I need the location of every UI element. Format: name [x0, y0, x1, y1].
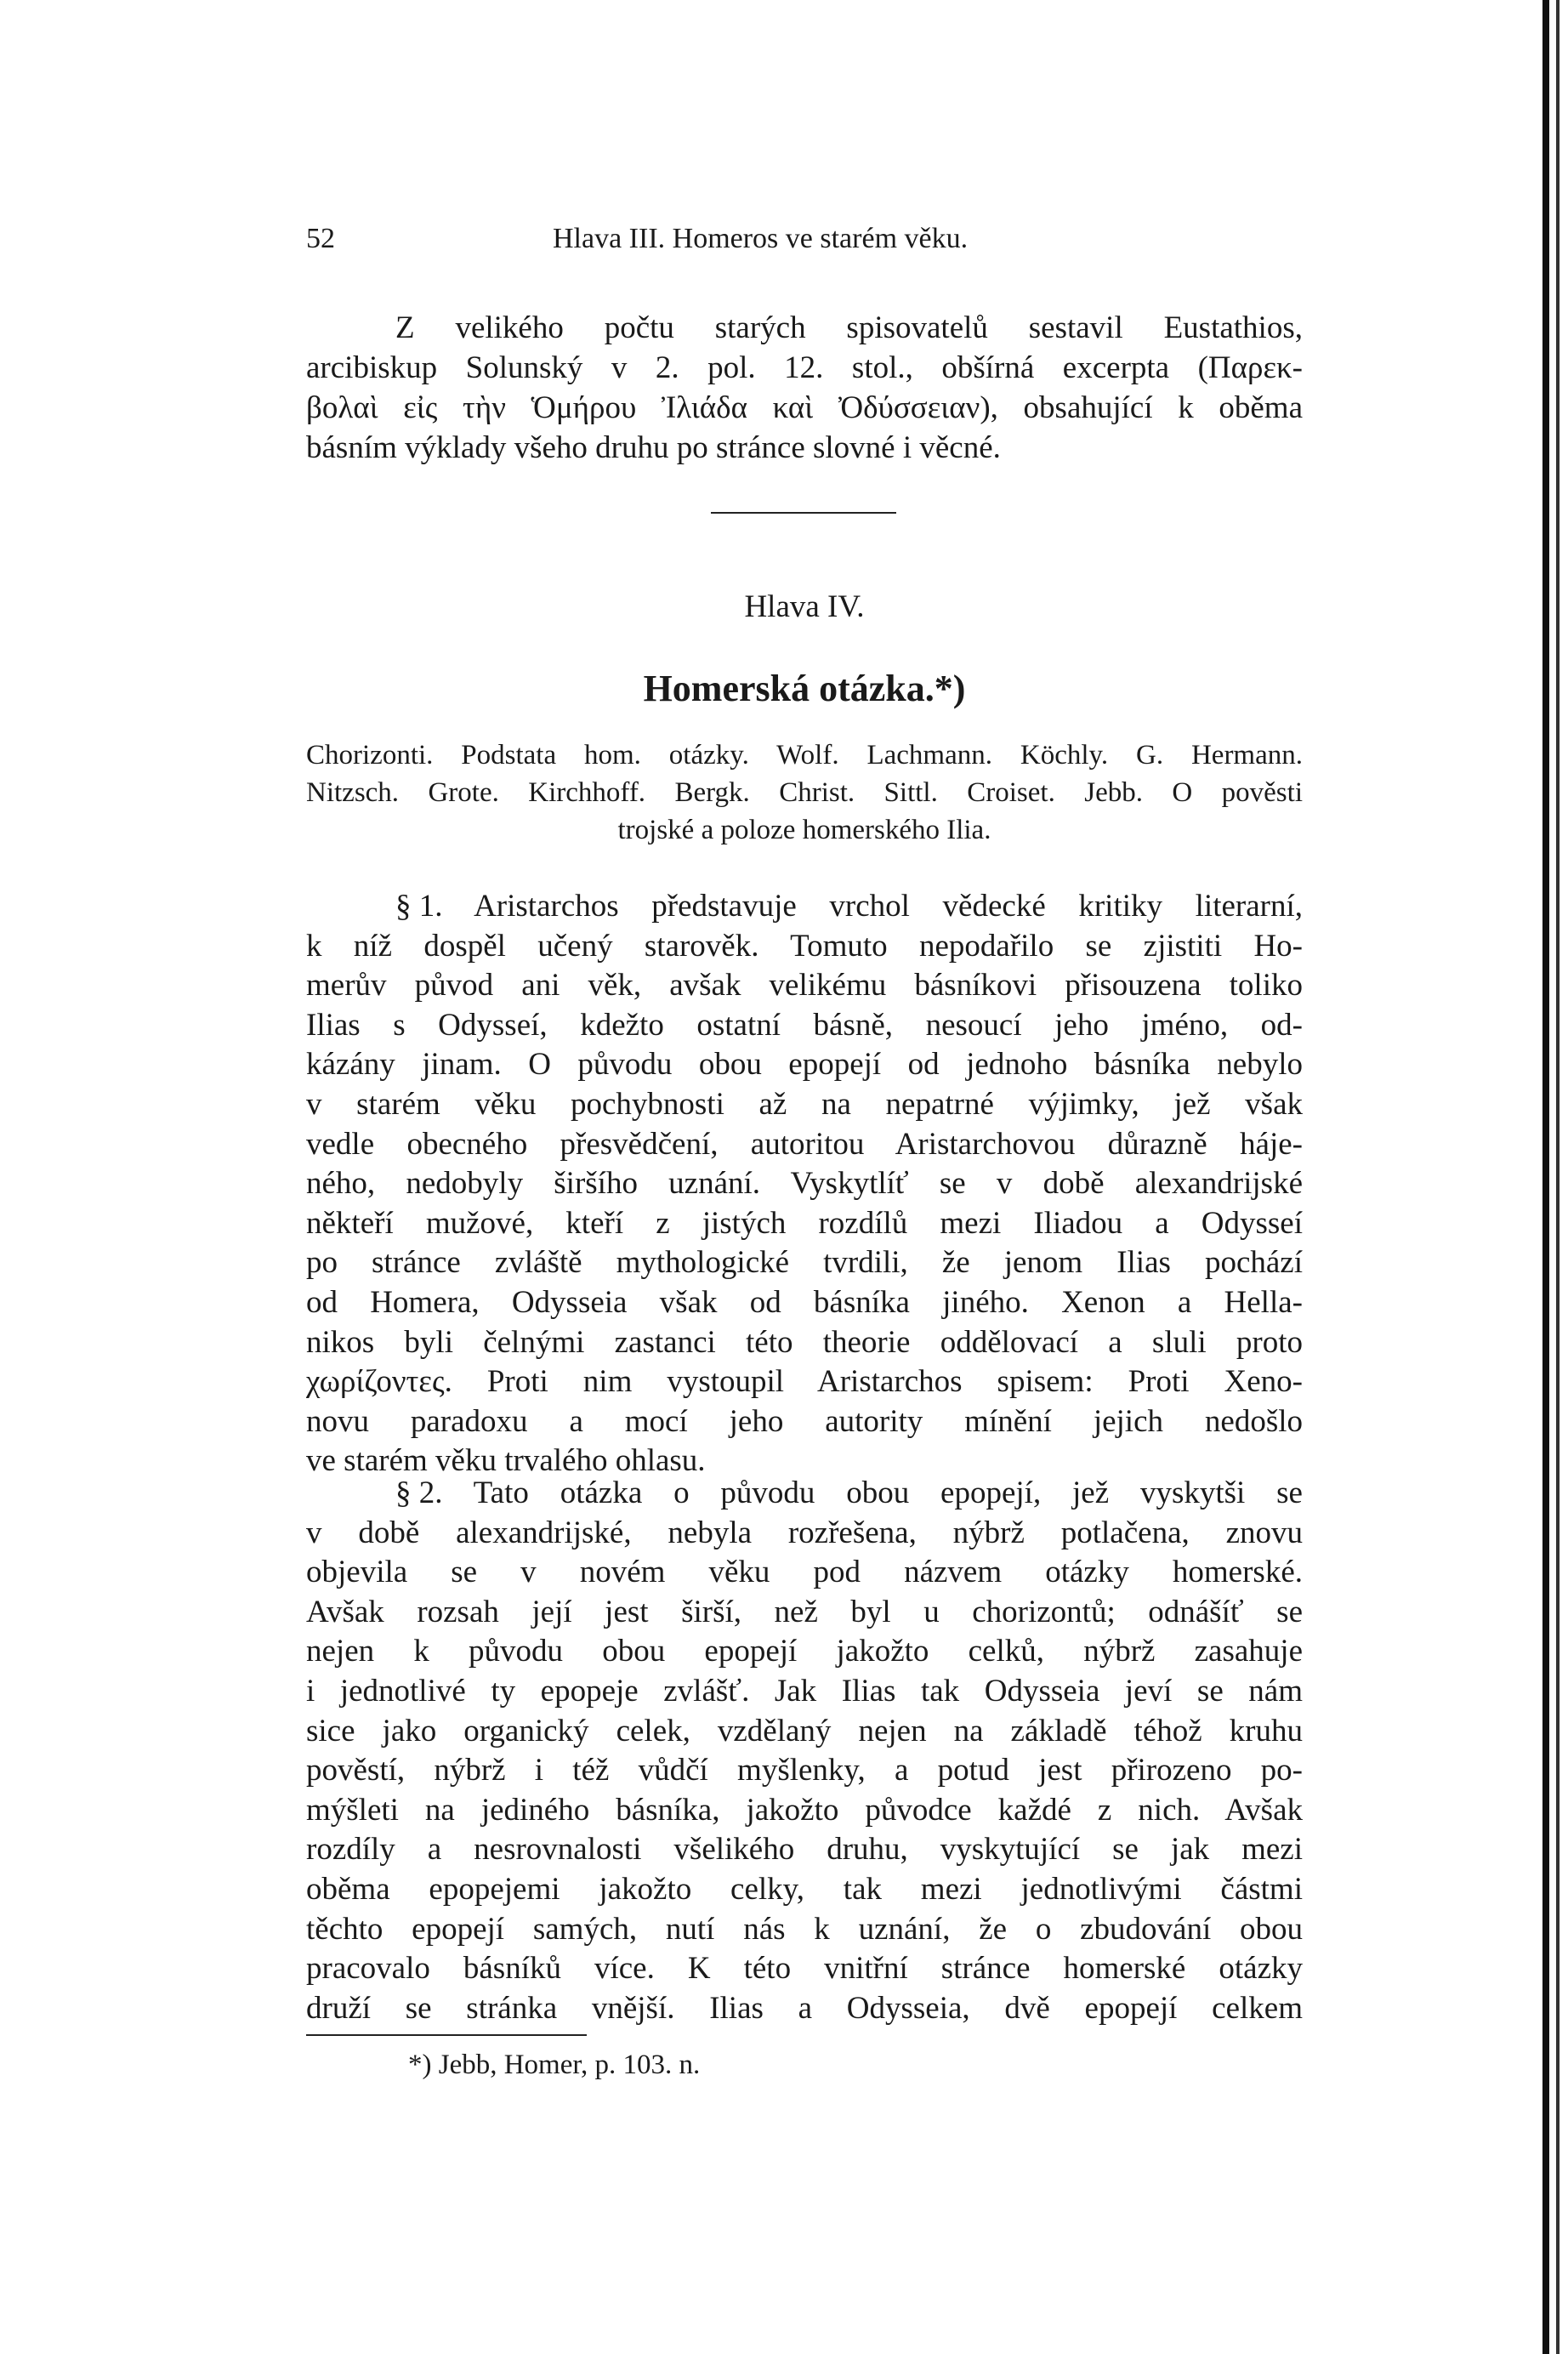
- section-line: oběma epopejemi jakožto celky, tak mezi jednotlivými částmi: [306, 1871, 1303, 1907]
- section-line: k níž dospěl učený starověk. Tomuto nepodařilo se zjistiti Ho-: [306, 928, 1303, 964]
- section-line: merův původ ani věk, avšak velikému básníkovi přisouzena toliko: [306, 968, 1303, 1004]
- section-line: v starém věku pochybnosti až na nepatrné výjimky, jež však: [306, 1086, 1303, 1122]
- section-line: χωρίζοντες. Proti nim vystoupil Aristarchos spisem: Proti Xeno-: [306, 1364, 1303, 1400]
- intro-line: βολαὶ εἰς τὴν Ὁμήρου Ἰλιάδα καὶ Ὀδύσσειαν), obsahující k oběma: [306, 390, 1303, 425]
- section-line: nikos byli čelnými zastanci této theorie oddělovací a sluli proto: [306, 1324, 1303, 1360]
- section-line: od Homera, Odysseia však od básníka jiného. Xenon a Hella-: [306, 1284, 1303, 1320]
- section-line: Avšak rozsah její jest širší, než byl u chorizontů; odnášíť se: [306, 1594, 1303, 1629]
- section-line: vedle obecného přesvědčení, autoritou Aristarchovou důrazně háje-: [306, 1126, 1303, 1162]
- section-line: pracovalo básníků více. K této vnitřní stránce homerské otázky: [306, 1951, 1303, 1987]
- summary-line: trojské a poloze homerského Ilia.: [617, 815, 991, 845]
- footnote: *) Jebb, Homer, p. 103. n.: [408, 2050, 701, 2080]
- page-edge: [1534, 0, 1568, 2354]
- intro-line: arcibiskup Solunský v 2. pol. 12. stol., obšírná excerpta (Παρεκ-: [306, 350, 1303, 385]
- running-title: Hlava III. Homeros ve starém věku.: [553, 223, 969, 254]
- intro-line: básním výklady všeho druhu po stránce slovné i věcné.: [306, 430, 1001, 465]
- section-line: ného, nedobyly širšího uznání. Vyskytlíť se v době alexandrijské: [306, 1166, 1303, 1202]
- intro-line: Z velikého počtu starých spisovatelů sestavil Eustathios,: [395, 310, 1303, 345]
- section-1: [306, 887, 1303, 1481]
- section-line: [306, 887, 1303, 927]
- summary-line: Chorizonti. Podstata hom. otázky. Wolf. Lachmann. Köchly. G. Hermann.: [306, 740, 1303, 770]
- section-divider: [711, 512, 896, 514]
- chapter-summary: [306, 736, 1303, 849]
- section-line: novu paradoxu a mocí jeho autority mínění jejich nedošlo: [306, 1403, 1303, 1439]
- section-line: Ilias s Odysseí, kdežto ostatní básně, nesoucí jeho jméno, od-: [306, 1007, 1303, 1043]
- section-mark: § 1.: [395, 889, 443, 924]
- section-line: mýšleti na jediného básníka, jakožto původce každé z nich. Avšak: [306, 1792, 1303, 1828]
- section-line: kázány jinam. O původu obou epopejí od jednoho básníka nebylo: [306, 1047, 1303, 1083]
- section-line: [306, 1474, 1303, 1514]
- section-line: v době alexandrijské, nebyla rozřešena, nýbrž potlačena, znovu: [306, 1515, 1303, 1550]
- section-text: Aristarchos představuje vrchol vědecké kritiky literarní,: [474, 889, 1303, 924]
- section-mark: § 2.: [395, 1476, 443, 1510]
- section-line: rozdíly a nesrovnalosti všelikého druhu, vyskytující se jak mezi: [306, 1832, 1303, 1868]
- section-2: [306, 1474, 1303, 2028]
- chapter-title: Homerská otázka.*): [643, 668, 966, 709]
- section-line: nejen k původu obou epopejí jakožto celků, nýbrž zasahuje: [306, 1634, 1303, 1669]
- section-line: pověstí, nýbrž i též vůdčí myšlenky, a potud jest přirozeno po-: [306, 1753, 1303, 1788]
- section-line: někteří mužové, kteří z jistých rozdílů mezi Iliadou a Odysseí: [306, 1205, 1303, 1241]
- section-line: ve starém věku trvalého ohlasu.: [306, 1443, 706, 1479]
- section-text: Tato otázka o původu obou epopejí, jež vyskytši se: [473, 1476, 1303, 1510]
- footnote-rule: [306, 2034, 587, 2036]
- section-line: i jednotlivé ty epopeje zvlášť. Jak Ilias tak Odysseia jeví se nám: [306, 1673, 1303, 1709]
- chapter-label: Hlava IV.: [744, 589, 865, 624]
- summary-line: Nitzsch. Grote. Kirchhoff. Bergk. Christ. Sittl. Croiset. Jebb. O pověsti: [306, 777, 1303, 808]
- page-number: 52: [306, 223, 335, 254]
- section-line: těchto epopejí samých, nutí nás k uznání, že o zbudování obou: [306, 1911, 1303, 1947]
- section-line: druží se stránka vnější. Ilias a Odysseia, dvě epopejí celkem: [306, 1990, 1303, 2026]
- section-line: po stránce zvláště mythologické tvrdili, že jenom Ilias pochází: [306, 1245, 1303, 1281]
- section-line: objevila se v novém věku pod názvem otázky homerské.: [306, 1555, 1303, 1590]
- running-header: [306, 223, 1156, 255]
- section-line: sice jako organický celek, vzdělaný nejen na základě téhož kruhu: [306, 1713, 1303, 1748]
- intro-paragraph: [306, 308, 1303, 468]
